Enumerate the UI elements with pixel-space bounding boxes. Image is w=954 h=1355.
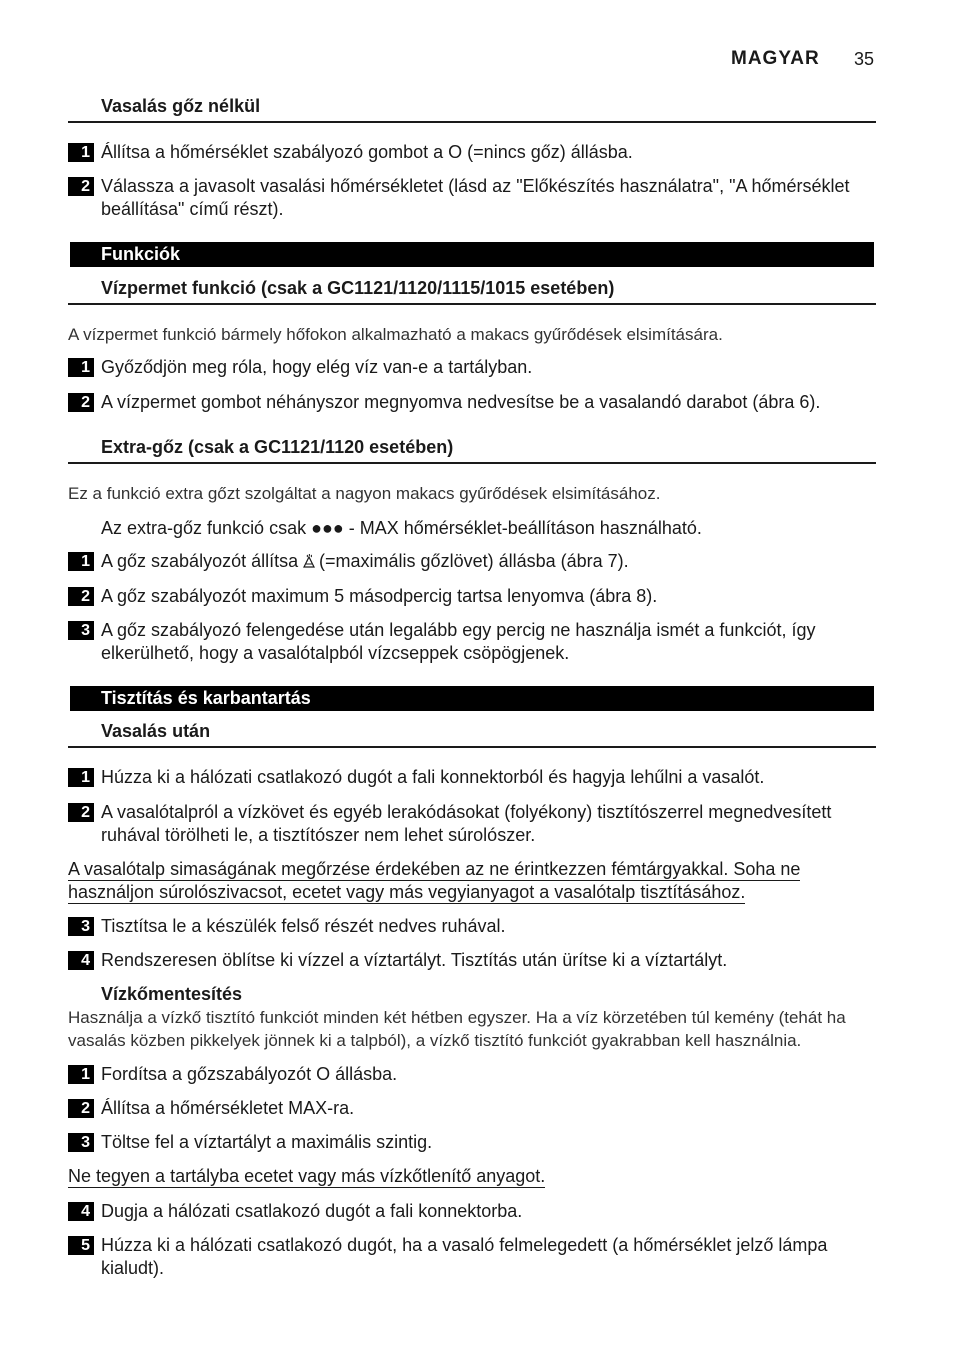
step-number: 1 [68,768,94,787]
step-text: Győződjön meg róla, hogy elég víz van-e a tartályban. [101,357,533,377]
intro-paragraph: Ez a funkció extra gőzt szolgáltat a nagyon makacs gyűrődések elsimításához. [68,484,661,503]
step-text: Húzza ki a hálózati csatlakozó dugót, ha a vasaló felmelegedett (a hőmérséklet jelző lámpa kialudt). [101,1235,828,1278]
step-text [101,550,871,574]
steam-shot-icon [303,554,319,570]
section-band-cleaning: Tisztítás és karbantartás [70,686,874,711]
heading-ironing-without-steam: Vasalás gőz nélkül [101,96,261,116]
warning-paragraph [68,1165,878,1188]
step-number: 1 [68,143,94,162]
step-text: Dugja a hálózati csatlakozó dugót a fali konnektorba. [101,1201,523,1221]
step-number: 1 [68,358,94,377]
step-number: 3 [68,621,94,640]
step-text-part: A gőz szabályozót állítsa [101,551,299,571]
heading-rule [68,303,876,305]
warning-paragraph [68,858,878,904]
step-number: 2 [68,587,94,606]
step-number: 1 [68,1065,94,1084]
step-text-part: (=maximális gőzlövet) állásba (ábra 7). [319,551,629,571]
heading-descaling: Vízkőmentesítés [101,984,243,1004]
intro-paragraph: A vízpermet funkció bármely hőfokon alkalmazható a makacs gyűrődések elsimítására. [68,325,723,344]
heading-rule [68,121,876,123]
step-number: 3 [68,1133,94,1152]
step-number: 1 [68,552,94,571]
step-text: Állítsa a hőmérséklet szabályozó gombot a O (=nincs gőz) állásba. [101,142,633,162]
step-number: 3 [68,917,94,936]
section-band-functions: Funkciók [70,242,874,267]
step-text: Húzza ki a hálózati csatlakozó dugót a fali konnektorból és hagyja lehűlni a vasalót. [101,767,765,787]
intro-paragraph: Használja a vízkő tisztító funkciót minden két hétben egyszer. Ha a víz körzetében túl kemény (tehát ha vasalás közben pikkelyek jönnek ki a talpból), a vízkő tisztító funkciót gyakrabban kell használnia. [68,1008,846,1050]
step-text: Rendszeresen öblítse ki vízzel a víztartályt. Tisztítás után ürítse ki a víztartályt. [101,950,728,970]
heading-extra-steam: Extra-gőz (csak a GC1121/1120 esetében) [101,437,454,457]
step-number: 2 [68,393,94,412]
heading-rule [68,746,876,748]
step-text: A vasalótalpról a vízkövet és egyéb lerakódásokat (folyékony) tisztítószerrel megnedvesített ruhával törölheti le, a tisztítószer nem lehet súrolószer. [101,802,832,845]
warning-line: Ne tegyen a tartályba ecetet vagy más vízkőtlenítő anyagot. [68,1166,546,1186]
warning-line: A vasalótalp simaságának megőrzése érdekében az ne érintkezzen fémtárgyakkal. Soha ne [68,859,801,879]
step-text: Válassza a javasolt vasalási hőmérsékletet (lásd az "Előkészítés használatra", "A hőmérséklet beállítása" című részt). [101,176,850,219]
step-text: Állítsa a hőmérsékletet MAX-ra. [101,1098,355,1118]
warning-line: használjon súrolószivacsot, ecetet vagy más vegyianyagot a vasalótalp tisztításához. [68,882,746,902]
header-language: MAGYAR [731,48,820,69]
note-text: Az extra-gőz funkció csak ●●● - MAX hőmérséklet-beállításon használható. [101,518,702,538]
step-number: 2 [68,177,94,196]
step-number: 4 [68,951,94,970]
step-number: 4 [68,1202,94,1221]
step-text: A gőz szabályozót maximum 5 másodpercig tartsa lenyomva (ábra 8). [101,586,658,606]
heading-after-ironing: Vasalás után [101,721,211,741]
step-number: 5 [68,1236,94,1255]
step-text: Töltse fel a víztartályt a maximális szintig. [101,1132,433,1152]
step-number: 2 [68,1099,94,1118]
heading-spray-function: Vízpermet funkció (csak a GC1121/1120/1115/1015 esetében) [101,278,615,298]
step-text: A vízpermet gombot néhányszor megnyomva nedvesítse be a vasalandó darabot (ábra 6). [101,392,821,412]
step-text: Fordítsa a gőzszabályozót O állásba. [101,1064,398,1084]
page-number: 35 [854,49,875,69]
step-text: A gőz szabályozó felengedése után legalább egy percig ne használja ismét a funkciót, így elkerülhető, hogy a vasalótalpból vízcseppek csöpögjenek. [101,620,816,663]
step-text: Tisztítsa le a készülék felső részét nedves ruhával. [101,916,506,936]
heading-rule [68,462,876,464]
step-number: 2 [68,803,94,822]
